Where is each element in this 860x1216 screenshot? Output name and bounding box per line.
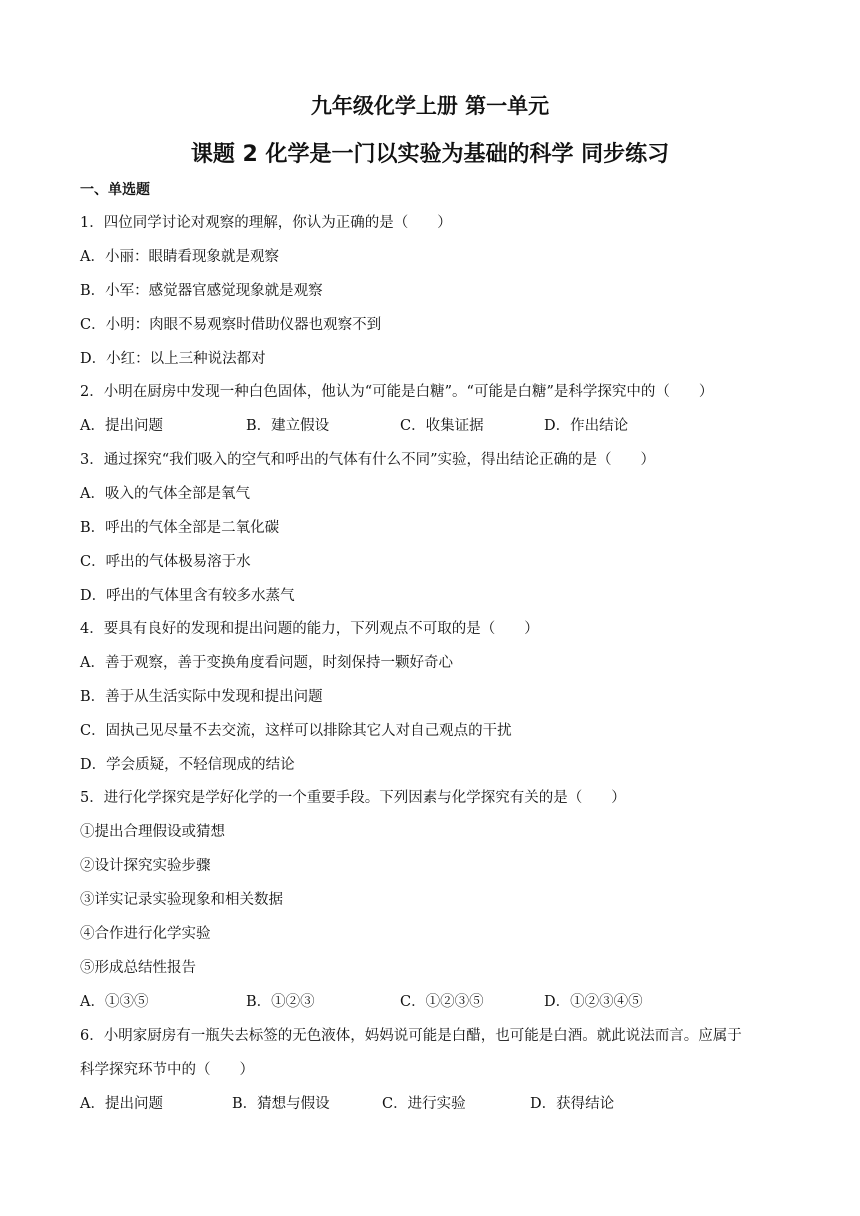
question-1-option-c: C．小明：肉眼不易观察时借助仪器也观察不到	[80, 317, 382, 333]
question-2-stem: 2．小明在厨房中发现一种白色固体，他认为“可能是白糖”。“可能是白糖”是科学探究中的（ ）	[80, 384, 714, 400]
question-5-option-b: B．①②③	[246, 994, 315, 1010]
question-4-option-b: B．善于从生活实际中发现和提出问题	[80, 689, 323, 705]
question-1-option-a: A．小丽：眼睛看现象就是观察	[80, 249, 279, 265]
question-6-option-d: D．获得结论	[530, 1096, 615, 1112]
question-5-item-1: ①提出合理假设或猜想	[80, 824, 225, 840]
question-3-option-d: D．呼出的气体里含有较多水蒸气	[80, 588, 295, 604]
question-6-stem-line-2: 科学探究环节中的（ ）	[80, 1062, 254, 1078]
question-5-option-a: A．①③⑤	[80, 994, 149, 1010]
question-5-item-3: ③详实记录实验现象和相关数据	[80, 892, 283, 908]
question-4-stem: 4．要具有良好的发现和提出问题的能力，下列观点不可取的是（ ）	[80, 621, 539, 637]
question-1-stem: 1．四位同学讨论对观察的理解，你认为正确的是（ ）	[80, 215, 452, 231]
document-subtitle: 课题 2 化学是一门以实验为基础的科学 同步练习	[190, 142, 670, 167]
question-5-option-c: C．①②③⑤	[400, 994, 484, 1010]
question-1-option-d: D．小红：以上三种说法都对	[80, 351, 266, 367]
question-5-item-2: ②设计探究实验步骤	[80, 858, 211, 874]
question-2-option-a: A．提出问题	[80, 418, 163, 434]
question-1-option-b: B．小军：感觉器官感觉现象就是观察	[80, 283, 323, 299]
question-6-option-b: B．猜想与假设	[232, 1096, 330, 1112]
question-5-item-4: ④合作进行化学实验	[80, 926, 211, 942]
question-3-option-c: C．呼出的气体极易溶于水	[80, 554, 251, 570]
question-5-stem: 5．进行化学探究是学好化学的一个重要手段。下列因素与化学探究有关的是（ ）	[80, 790, 626, 806]
question-3-option-b: B．呼出的气体全部是二氧化碳	[80, 520, 280, 536]
question-5-item-5: ⑤形成总结性报告	[80, 960, 196, 976]
question-6-option-a: A．提出问题	[80, 1096, 163, 1112]
question-6-option-c: C．进行实验	[382, 1096, 466, 1112]
question-3-option-a: A．吸入的气体全部是氧气	[80, 486, 250, 502]
question-2-option-b: B．建立假设	[246, 418, 330, 434]
question-2-option-c: C．收集证据	[400, 418, 484, 434]
question-5-option-d: D．①②③④⑤	[544, 994, 643, 1010]
document-title: 九年级化学上册 第一单元	[310, 94, 550, 118]
question-4-option-c: C．固执己见尽量不去交流，这样可以排除其它人对自己观点的干扰	[80, 723, 512, 739]
question-4-option-d: D．学会质疑，不轻信现成的结论	[80, 757, 295, 773]
question-6-stem-line-1: 6．小明家厨房有一瓶失去标签的无色液体，妈妈说可能是白醋，也可能是白酒。就此说法而言。应属于	[80, 1028, 742, 1044]
question-2-option-d: D．作出结论	[544, 418, 629, 434]
section-heading: 一、单选题	[80, 182, 150, 198]
question-4-option-a: A．善于观察，善于变换角度看问题，时刻保持一颗好奇心	[80, 655, 453, 671]
question-3-stem: 3．通过探究“我们吸入的空气和呼出的气体有什么不同”实验，得出结论正确的是（ ）	[80, 452, 656, 468]
